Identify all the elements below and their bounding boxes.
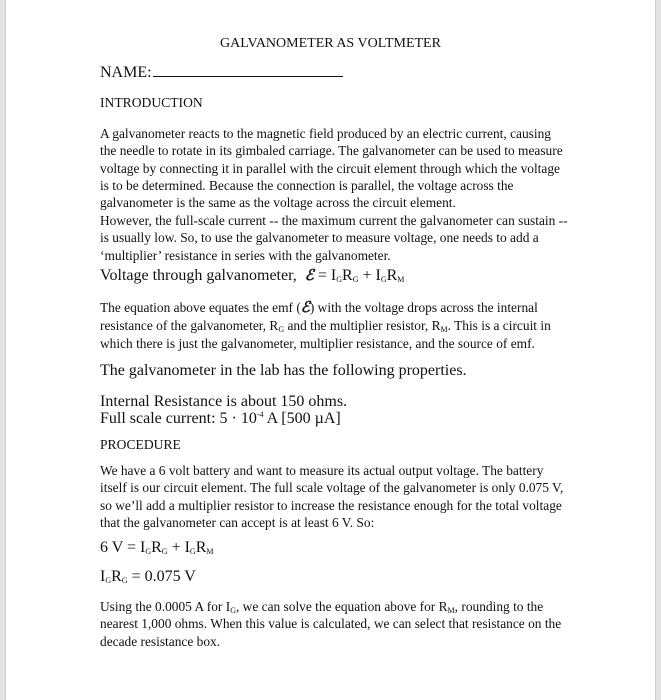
introduction-heading: INTRODUCTION: [100, 95, 203, 110]
intro-paragraph-2: However, the full-scale current -- the maximum current the galvanometer can sustain -- is usually low. So, to use the galvanometer to measure voltage, one needs to add a ‘multiplier’ resistance in series with the galvanometer.: [100, 213, 568, 263]
emf-symbol: ℰ: [304, 268, 314, 284]
name-blank-line[interactable]: [153, 64, 343, 77]
page-edge-right: [655, 0, 661, 700]
equation-6v: 6 $V = I_GR_G + I_GR_M$: [100, 539, 214, 556]
internal-resistance: Internal Resistance is about 150 ohms.: [100, 393, 348, 410]
full-scale-current: Full scale current: $5 \cdot 10^{-4}$ A [500 µA]: [100, 410, 341, 427]
properties-intro: The galvanometer in the lab has the following properties.: [100, 362, 467, 379]
page-edge-left: [0, 0, 6, 700]
voltage-equation: Voltage through galvanometer, ℰ = $I_GR_G + I_GR_M$: [100, 267, 405, 284]
name-field[interactable]: [100, 64, 343, 82]
final-paragraph: Using the 0.0005 A for $I_G$, we can solve the equation above for $R_M$, rounding to the nearest 1,000 ohms. When this value is calculated, we can select that resistance on the decade resistance box.: [100, 599, 562, 649]
name-label: NAME:: [100, 64, 152, 81]
procedure-paragraph-1: We have a 6 volt battery and want to measure its actual output voltage. The battery itself is our circuit element. The full scale voltage of the galvanometer is only 0.075 V, so we’ll add a multiplier resistor to increase the resistance enough for the total voltage that the galvanometer can accept is at least 6 V. So:: [100, 463, 564, 530]
procedure-heading: PROCEDURE: [100, 437, 181, 452]
equation-igrg: $I_GR_G = 0.075$ V: [100, 568, 196, 585]
intro-paragraph-1: A galvanometer reacts to the magnetic field produced by an electric current, causing the needle to rotate in its gimbaled carriage. The galvanometer can be used to measure voltage by connecting it in parallel with the circuit element through which the voltage is to be determined. Because the connection is parallel, the voltage across the galvanometer is the same as the voltage across the circuit element.: [100, 126, 563, 211]
equation-explanation-paragraph: The equation above equates the emf (ℰ) with the voltage drops across the internal resistance of the galvanometer, $R_G$ and the multiplier resistor, $R_M$. This is a circuit in which there is just the galvanometer, multiplier resistance, and the source of emf.: [100, 300, 551, 351]
emf-symbol: ℰ: [300, 300, 310, 316]
document-title: GALVANOMETER AS VOLTMETER: [220, 36, 441, 51]
